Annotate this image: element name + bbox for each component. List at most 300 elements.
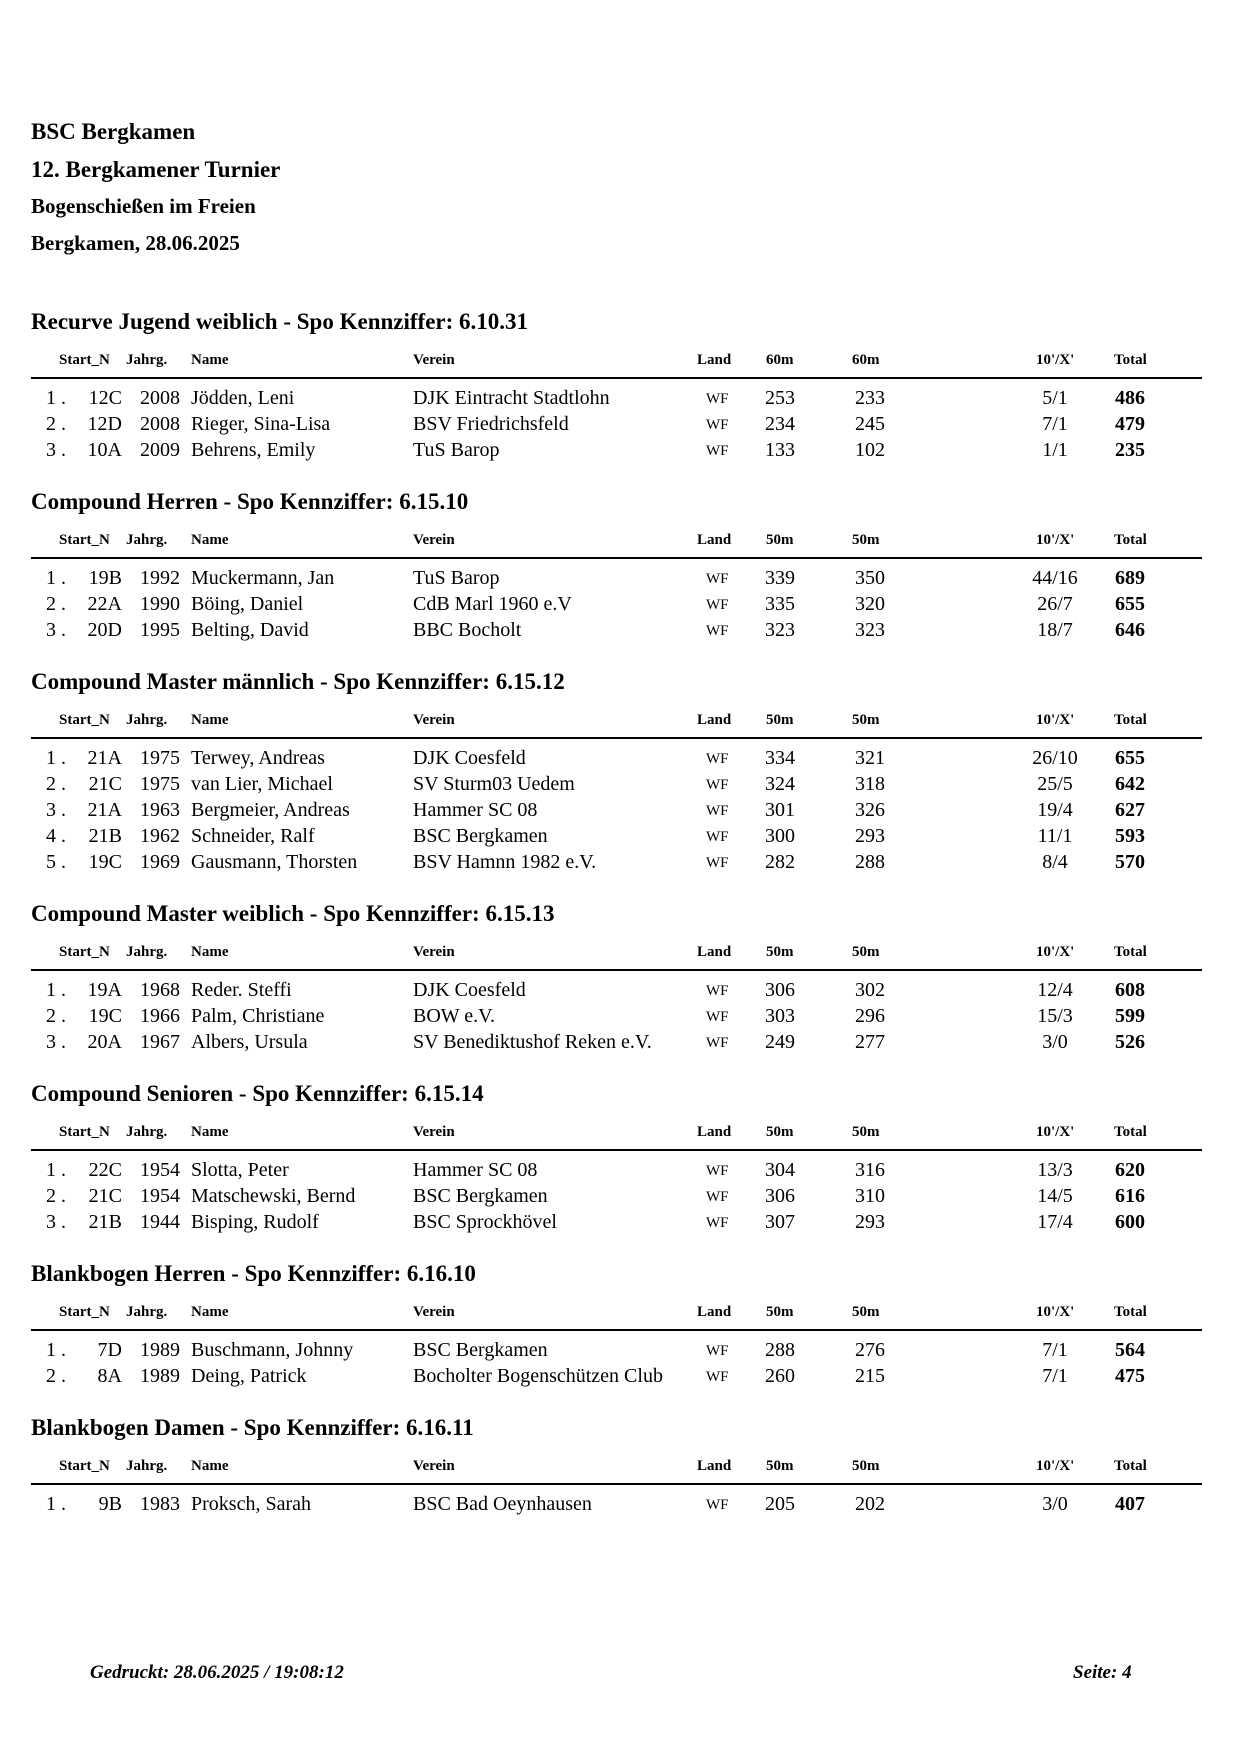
archer-name: Behrens, Emily (191, 439, 316, 461)
start-number: 21C (88, 1185, 122, 1207)
tens-x-count: 5/1 (1042, 387, 1068, 409)
club: BSC Bergkamen (413, 1185, 548, 1207)
club: BSV Friedrichsfeld (413, 413, 569, 435)
start-number: 22A (87, 593, 122, 615)
land: WF (706, 1035, 729, 1051)
club: TuS Barop (413, 439, 500, 461)
rank: 2 . (46, 413, 66, 435)
tens-x-count: 25/5 (1037, 773, 1073, 795)
table-row (0, 388, 1239, 414)
archer-name: Bergmeier, Andreas (191, 799, 350, 821)
total-score: 407 (1115, 1493, 1145, 1515)
header-rule (31, 1483, 1202, 1485)
score-distance-1: 260 (765, 1365, 795, 1387)
col-head-name: Name (191, 1124, 229, 1140)
club: TuS Barop (413, 567, 500, 589)
col-head-tens-x: 10'/X' (1036, 1304, 1075, 1320)
birth-year: 1967 (140, 1031, 180, 1053)
col-head-tens-x: 10'/X' (1036, 712, 1075, 728)
rank: 1 . (46, 1493, 66, 1515)
score-distance-2: 323 (855, 619, 885, 641)
tens-x-count: 19/4 (1037, 799, 1073, 821)
club: BOW e.V. (413, 1005, 496, 1027)
club: BSC Bergkamen (413, 825, 548, 847)
total-score: 620 (1115, 1159, 1145, 1181)
start-number: 20D (87, 619, 122, 641)
table-row (0, 980, 1239, 1006)
land: WF (706, 1009, 729, 1025)
land: WF (706, 623, 729, 639)
col-head-verein: Verein (413, 944, 455, 960)
total-score: 526 (1115, 1031, 1145, 1053)
rank: 2 . (46, 773, 66, 795)
archer-name: Böing, Daniel (191, 593, 304, 615)
col-head-name: Name (191, 352, 229, 368)
score-distance-2: 310 (855, 1185, 885, 1207)
score-distance-1: 334 (765, 747, 795, 769)
tens-x-count: 8/4 (1042, 851, 1068, 873)
tens-x-count: 18/7 (1037, 619, 1073, 641)
col-head-distance-2: 50m (852, 1304, 880, 1320)
start-number: 10A (87, 439, 122, 461)
table-row (0, 440, 1239, 466)
score-distance-2: 302 (855, 979, 885, 1001)
table-row (0, 800, 1239, 826)
rank: 5 . (46, 851, 66, 873)
score-distance-2: 318 (855, 773, 885, 795)
club: DJK Coesfeld (413, 979, 526, 1001)
col-head-year: Jahrg. (126, 1458, 168, 1474)
col-head-distance-2: 50m (852, 944, 880, 960)
total-score: 600 (1115, 1211, 1145, 1233)
section-title: Compound Master weiblich - Spo Kennziffer: 6.15.13 (31, 901, 555, 926)
archer-name: Jödden, Leni (191, 387, 295, 409)
land: WF (706, 777, 729, 793)
start-number: 8A (97, 1365, 122, 1387)
start-number: 19C (88, 1005, 122, 1027)
total-score: 627 (1115, 799, 1145, 821)
birth-year: 1963 (140, 799, 180, 821)
discipline: Bogenschießen im Freien (31, 194, 256, 218)
land: WF (706, 417, 729, 433)
col-head-distance-2: 50m (852, 1124, 880, 1140)
table-row (0, 620, 1239, 646)
club: BSC Bad Oeynhausen (413, 1493, 592, 1515)
col-head-total: Total (1114, 1124, 1147, 1140)
col-head-distance-2: 50m (852, 1458, 880, 1474)
tens-x-count: 3/0 (1042, 1031, 1068, 1053)
birth-year: 1944 (140, 1211, 180, 1233)
total-score: 570 (1115, 851, 1145, 873)
result-rows (0, 1340, 1239, 1392)
col-head-land: Land (697, 532, 732, 548)
result-rows (0, 388, 1239, 466)
table-row (0, 826, 1239, 852)
score-distance-1: 335 (765, 593, 795, 615)
result-rows (0, 980, 1239, 1058)
col-head-distance-1: 50m (766, 1458, 794, 1474)
score-distance-2: 293 (855, 825, 885, 847)
total-score: 593 (1115, 825, 1145, 847)
score-distance-2: 296 (855, 1005, 885, 1027)
col-head-start: Start_N (59, 713, 110, 728)
table-row (0, 852, 1239, 878)
col-head-land: Land (697, 712, 732, 728)
tens-x-count: 26/10 (1032, 747, 1078, 769)
archer-name: Bisping, Rudolf (191, 1211, 319, 1233)
tens-x-count: 44/16 (1032, 567, 1078, 589)
col-head-tens-x: 10'/X' (1036, 1458, 1075, 1474)
score-distance-1: 323 (765, 619, 795, 641)
start-number: 9B (98, 1493, 122, 1515)
total-score: 479 (1115, 413, 1145, 435)
total-score: 655 (1115, 747, 1145, 769)
place-date: Bergkamen, 28.06.2025 (31, 231, 240, 255)
total-score: 486 (1115, 387, 1145, 409)
rank: 1 . (46, 387, 66, 409)
start-number: 12C (88, 387, 122, 409)
rank: 2 . (46, 1185, 66, 1207)
col-head-start: Start_N (59, 533, 110, 548)
club: DJK Eintracht Stadtlohn (413, 387, 610, 409)
col-head-distance-2: 50m (852, 712, 880, 728)
start-number: 20A (87, 1031, 122, 1053)
score-distance-1: 301 (765, 799, 795, 821)
col-head-name: Name (191, 1458, 229, 1474)
col-head-tens-x: 10'/X' (1036, 1124, 1075, 1140)
club: SV Sturm03 Uedem (413, 773, 575, 795)
col-head-verein: Verein (413, 1124, 455, 1140)
col-head-verein: Verein (413, 1304, 455, 1320)
archer-name: Belting, David (191, 619, 309, 641)
club: BSC Bergkamen (413, 1339, 548, 1361)
table-row (0, 594, 1239, 620)
birth-year: 2008 (140, 387, 180, 409)
result-rows (0, 568, 1239, 646)
score-distance-1: 300 (765, 825, 795, 847)
tens-x-count: 26/7 (1037, 593, 1073, 615)
total-score: 616 (1115, 1185, 1145, 1207)
table-row (0, 1186, 1239, 1212)
table-row (0, 1366, 1239, 1392)
header-rule (31, 557, 1202, 559)
total-score: 564 (1115, 1339, 1145, 1361)
tens-x-count: 7/1 (1042, 1339, 1068, 1361)
start-number: 21B (88, 1211, 122, 1233)
land: WF (706, 829, 729, 845)
tens-x-count: 1/1 (1042, 439, 1068, 461)
section-title: Compound Master männlich - Spo Kennziffer: 6.15.12 (31, 669, 565, 694)
tens-x-count: 14/5 (1037, 1185, 1073, 1207)
total-score: 646 (1115, 619, 1145, 641)
table-row (0, 774, 1239, 800)
col-head-start: Start_N (59, 353, 110, 368)
score-distance-1: 307 (765, 1211, 795, 1233)
archer-name: Matschewski, Bernd (191, 1185, 356, 1207)
col-head-land: Land (697, 1304, 732, 1320)
table-row (0, 568, 1239, 594)
tens-x-count: 7/1 (1042, 413, 1068, 435)
page-number: Seite: 4 (1073, 1662, 1132, 1683)
result-rows (0, 748, 1239, 878)
land: WF (706, 391, 729, 407)
col-head-land: Land (697, 1124, 732, 1140)
club: BSV Hamnn 1982 e.V. (413, 851, 597, 873)
start-number: 7D (97, 1339, 122, 1361)
score-distance-1: 133 (765, 439, 795, 461)
col-head-distance-1: 50m (766, 532, 794, 548)
document-header (31, 120, 280, 270)
rank: 2 . (46, 1365, 66, 1387)
score-distance-2: 215 (855, 1365, 885, 1387)
rank: 1 . (46, 747, 66, 769)
col-head-start: Start_N (59, 1125, 110, 1140)
start-number: 22C (88, 1159, 122, 1181)
col-head-distance-1: 50m (766, 944, 794, 960)
score-distance-1: 306 (765, 979, 795, 1001)
land: WF (706, 597, 729, 613)
col-head-total: Total (1114, 532, 1147, 548)
rank: 2 . (46, 593, 66, 615)
tens-x-count: 3/0 (1042, 1493, 1068, 1515)
score-distance-1: 339 (765, 567, 795, 589)
col-head-year: Jahrg. (126, 1304, 168, 1320)
score-distance-1: 288 (765, 1339, 795, 1361)
col-head-verein: Verein (413, 1458, 455, 1474)
col-head-total: Total (1114, 944, 1147, 960)
score-distance-2: 277 (855, 1031, 885, 1053)
col-head-verein: Verein (413, 532, 455, 548)
total-score: 642 (1115, 773, 1145, 795)
header-rule (31, 1149, 1202, 1151)
land: WF (706, 1215, 729, 1231)
land: WF (706, 1163, 729, 1179)
col-head-name: Name (191, 1304, 229, 1320)
start-number: 21A (87, 747, 122, 769)
total-score: 608 (1115, 979, 1145, 1001)
start-number: 12D (87, 413, 122, 435)
col-head-tens-x: 10'/X' (1036, 532, 1075, 548)
club-name: BSC Bergkamen (31, 119, 196, 144)
land: WF (706, 571, 729, 587)
start-number: 21A (87, 799, 122, 821)
rank: 3 . (46, 799, 66, 821)
score-distance-1: 205 (765, 1493, 795, 1515)
land: WF (706, 443, 729, 459)
col-head-tens-x: 10'/X' (1036, 352, 1075, 368)
birth-year: 1995 (140, 619, 180, 641)
birth-year: 2009 (140, 439, 180, 461)
birth-year: 1962 (140, 825, 180, 847)
col-head-land: Land (697, 944, 732, 960)
col-head-year: Jahrg. (126, 1124, 168, 1140)
rank: 1 . (46, 1159, 66, 1181)
archer-name: Albers, Ursula (191, 1031, 308, 1053)
table-row (0, 1494, 1239, 1520)
tens-x-count: 7/1 (1042, 1365, 1068, 1387)
archer-name: Palm, Christiane (191, 1005, 325, 1027)
land: WF (706, 983, 729, 999)
archer-name: Deing, Patrick (191, 1365, 307, 1387)
score-distance-1: 253 (765, 387, 795, 409)
col-head-distance-2: 60m (852, 352, 880, 368)
col-head-total: Total (1114, 352, 1147, 368)
header-rule (31, 1329, 1202, 1331)
archer-name: Gausmann, Thorsten (191, 851, 358, 873)
rank: 1 . (46, 1339, 66, 1361)
birth-year: 1968 (140, 979, 180, 1001)
archer-name: Terwey, Andreas (191, 747, 325, 769)
tens-x-count: 15/3 (1037, 1005, 1073, 1027)
col-head-name: Name (191, 944, 229, 960)
score-distance-1: 234 (765, 413, 795, 435)
score-distance-1: 324 (765, 773, 795, 795)
score-distance-2: 102 (855, 439, 885, 461)
club: BSC Sprockhövel (413, 1211, 557, 1233)
club: Bocholter Bogenschützen Club (413, 1365, 663, 1387)
total-score: 475 (1115, 1365, 1145, 1387)
score-distance-2: 350 (855, 567, 885, 589)
col-head-start: Start_N (59, 945, 110, 960)
score-distance-1: 306 (765, 1185, 795, 1207)
tens-x-count: 17/4 (1037, 1211, 1073, 1233)
rank: 3 . (46, 1031, 66, 1053)
start-number: 19A (87, 979, 122, 1001)
col-head-name: Name (191, 532, 229, 548)
birth-year: 1983 (140, 1493, 180, 1515)
archer-name: van Lier, Michael (191, 773, 333, 795)
land: WF (706, 1343, 729, 1359)
score-distance-2: 233 (855, 387, 885, 409)
score-distance-2: 321 (855, 747, 885, 769)
score-distance-2: 202 (855, 1493, 885, 1515)
score-distance-2: 276 (855, 1339, 885, 1361)
birth-year: 1969 (140, 851, 180, 873)
land: WF (706, 751, 729, 767)
score-distance-2: 316 (855, 1159, 885, 1181)
col-head-total: Total (1114, 1458, 1147, 1474)
score-distance-2: 245 (855, 413, 885, 435)
col-head-year: Jahrg. (126, 532, 168, 548)
score-distance-2: 320 (855, 593, 885, 615)
total-score: 689 (1115, 567, 1145, 589)
rank: 1 . (46, 567, 66, 589)
birth-year: 1966 (140, 1005, 180, 1027)
col-head-distance-1: 50m (766, 1124, 794, 1140)
club: SV Benediktushof Reken e.V. (413, 1031, 652, 1053)
col-head-verein: Verein (413, 712, 455, 728)
club: BBC Bocholt (413, 619, 522, 641)
table-row (0, 414, 1239, 440)
rank: 4 . (46, 825, 66, 847)
archer-name: Muckermann, Jan (191, 567, 335, 589)
birth-year: 1989 (140, 1365, 180, 1387)
col-head-start: Start_N (59, 1305, 110, 1320)
col-head-land: Land (697, 1458, 732, 1474)
archer-name: Schneider, Ralf (191, 825, 315, 847)
section-title: Blankbogen Damen - Spo Kennziffer: 6.16.11 (31, 1415, 474, 1440)
birth-year: 1954 (140, 1159, 180, 1181)
score-distance-1: 282 (765, 851, 795, 873)
col-head-distance-2: 50m (852, 532, 880, 548)
total-score: 235 (1115, 439, 1145, 461)
col-head-total: Total (1114, 1304, 1147, 1320)
archer-name: Rieger, Sina-Lisa (191, 413, 331, 435)
birth-year: 1975 (140, 747, 180, 769)
rank: 2 . (46, 1005, 66, 1027)
rank: 3 . (46, 619, 66, 641)
table-row (0, 1340, 1239, 1366)
land: WF (706, 1369, 729, 1385)
tournament-title: 12. Bergkamener Turnier (31, 157, 281, 182)
table-row (0, 1160, 1239, 1186)
club: DJK Coesfeld (413, 747, 526, 769)
archer-name: Slotta, Peter (191, 1159, 289, 1181)
col-head-start: Start_N (59, 1459, 110, 1474)
header-rule (31, 969, 1202, 971)
total-score: 599 (1115, 1005, 1145, 1027)
score-distance-2: 288 (855, 851, 885, 873)
tens-x-count: 11/1 (1037, 825, 1073, 847)
table-row (0, 1212, 1239, 1238)
birth-year: 1954 (140, 1185, 180, 1207)
col-head-year: Jahrg. (126, 944, 168, 960)
col-head-distance-1: 60m (766, 352, 794, 368)
header-rule (31, 737, 1202, 739)
club: Hammer SC 08 (413, 799, 538, 821)
land: WF (706, 855, 729, 871)
rank: 3 . (46, 439, 66, 461)
col-head-distance-1: 50m (766, 1304, 794, 1320)
printed-timestamp: Gedruckt: 28.06.2025 / 19:08:12 (90, 1662, 344, 1683)
tens-x-count: 12/4 (1037, 979, 1073, 1001)
birth-year: 1975 (140, 773, 180, 795)
table-row (0, 748, 1239, 774)
section-title: Blankbogen Herren - Spo Kennziffer: 6.16.10 (31, 1261, 476, 1286)
col-head-tens-x: 10'/X' (1036, 944, 1075, 960)
birth-year: 1990 (140, 593, 180, 615)
birth-year: 1992 (140, 567, 180, 589)
archer-name: Buschmann, Johnny (191, 1339, 354, 1361)
start-number: 19C (88, 851, 122, 873)
col-head-land: Land (697, 352, 732, 368)
result-rows (0, 1160, 1239, 1238)
club: Hammer SC 08 (413, 1159, 538, 1181)
start-number: 19B (88, 567, 122, 589)
start-number: 21C (88, 773, 122, 795)
total-score: 655 (1115, 593, 1145, 615)
rank: 1 . (46, 979, 66, 1001)
land: WF (706, 803, 729, 819)
section-title: Compound Herren - Spo Kennziffer: 6.15.10 (31, 489, 469, 514)
score-distance-1: 249 (765, 1031, 795, 1053)
header-rule (31, 377, 1202, 379)
col-head-total: Total (1114, 712, 1147, 728)
table-row (0, 1006, 1239, 1032)
score-distance-1: 304 (765, 1159, 795, 1181)
birth-year: 2008 (140, 413, 180, 435)
land: WF (706, 1189, 729, 1205)
archer-name: Reder. Steffi (191, 979, 292, 1001)
club: CdB Marl 1960 e.V (413, 593, 572, 615)
tens-x-count: 13/3 (1037, 1159, 1073, 1181)
result-rows (0, 1494, 1239, 1520)
score-distance-2: 326 (855, 799, 885, 821)
table-row (0, 1032, 1239, 1058)
archer-name: Proksch, Sarah (191, 1493, 311, 1515)
section-title: Compound Senioren - Spo Kennziffer: 6.15.14 (31, 1081, 484, 1106)
land: WF (706, 1497, 729, 1513)
